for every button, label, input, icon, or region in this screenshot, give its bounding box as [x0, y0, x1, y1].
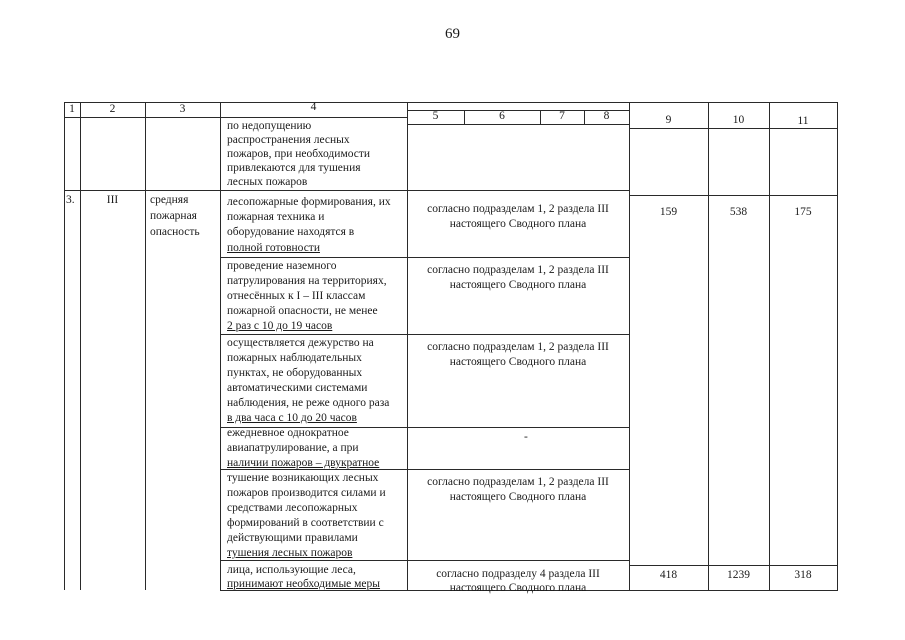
measure-2-line-3: отнесённых к I – III классам	[227, 290, 366, 302]
header-bottom-line-mid	[407, 124, 629, 125]
measure-3-line-5: наблюдения, не реже одного раза	[227, 397, 390, 409]
col-border-2	[145, 102, 146, 590]
measure-3-line-6: в два часа с 10 до 20 часов	[227, 412, 357, 424]
col-border-right	[837, 102, 838, 590]
measure-2-ref-line-1: согласно подразделам 1, 2 раздела III	[427, 264, 609, 276]
measure-2-line-2: патрулирования на территориях,	[227, 275, 387, 287]
header-col-11: 11	[797, 115, 809, 127]
last-row-ref-line-2: настоящего Сводного плана	[449, 582, 587, 594]
measure-3-line-4: автоматическими системами	[227, 382, 368, 394]
continuation-line-5: лесных пожаров	[227, 176, 308, 188]
header-col-1: 1	[69, 103, 75, 115]
value-col-9: 159	[659, 206, 678, 218]
fire-class: III	[106, 194, 119, 206]
measure-3-line-1: осуществляется дежурство на	[227, 337, 374, 349]
measure-3-ref-line-1: согласно подразделам 1, 2 раздела III	[427, 341, 609, 353]
last-row-ref-line-1: согласно подразделу 4 раздела III	[436, 568, 600, 580]
col-border-10	[769, 102, 770, 590]
measure-2-line-1: проведение наземного	[227, 260, 337, 272]
danger-line-3: опасность	[150, 226, 200, 238]
measure-separator-5-right	[629, 565, 838, 566]
measure-3-line-3: пунктах, не оборудованных	[227, 367, 363, 379]
col-border-9	[708, 102, 709, 590]
header-col-9: 9	[665, 114, 672, 126]
measure-1-line-2: пожарная техника и	[227, 211, 325, 223]
measure-1-ref-line-2: настоящего Сводного плана	[449, 218, 587, 230]
measure-2-line-4: пожарной опасности, не менее	[227, 305, 378, 317]
value-col-10: 538	[729, 206, 748, 218]
continuation-line-1: по недопущению	[227, 120, 312, 132]
measure-3-line-2: пожарных наблюдательных	[227, 352, 362, 364]
row-separator	[64, 190, 629, 191]
measure-5-line-3: средствами лесопожарных	[227, 502, 358, 514]
continuation-line-3: пожаров, при необходимости	[227, 148, 371, 160]
header-bottom-line-left	[64, 117, 407, 118]
measure-4-line-3: наличии пожаров – двукратное	[227, 457, 380, 469]
measure-1-line-1: лесопожарные формирования, их	[227, 196, 391, 208]
measure-5-ref-line-1: согласно подразделам 1, 2 раздела III	[427, 476, 609, 488]
continuation-line-2: распространения лесных	[227, 134, 350, 146]
header-col-3: 3	[179, 103, 186, 115]
page-number: 69	[445, 26, 460, 42]
danger-line-1: средняя	[150, 194, 189, 206]
last-row-line-2: принимают необходимые меры	[227, 578, 381, 590]
measure-5-line-4: формирований в соответствии с	[227, 517, 384, 529]
measure-5-line-5: действующими правилами	[227, 532, 358, 544]
measure-4-line-2: авиапатрулирование, а при	[227, 442, 359, 454]
measure-1-line-4: полной готовности	[227, 242, 320, 254]
measure-3-ref-line-2: настоящего Сводного плана	[449, 356, 587, 368]
header-col-4: 4	[310, 101, 317, 113]
header-col-5: 5	[432, 110, 439, 122]
header-col-8: 8	[603, 110, 610, 122]
measure-5-ref-line-2: настоящего Сводного плана	[449, 491, 587, 503]
header-col-6: 6	[499, 110, 505, 122]
header-col-2: 2	[109, 103, 116, 115]
measure-separator-1	[220, 257, 629, 258]
continuation-line-4: привлекаются для тушения	[227, 162, 361, 174]
measure-2-ref-line-2: настоящего Сводного плана	[449, 279, 587, 291]
measure-separator-2	[220, 334, 629, 335]
col-border-3	[220, 102, 221, 590]
last-row-value-col-11: 318	[794, 569, 812, 581]
forest-fire-plan-table	[64, 102, 838, 598]
last-row-value-col-10: 1239	[727, 569, 750, 581]
last-row-line-1: лица, использующие леса,	[227, 564, 356, 576]
measure-1-line-3: оборудование находятся в	[227, 226, 355, 238]
measure-4-ref-dash: -	[524, 431, 528, 443]
col-border-left	[64, 102, 65, 590]
measure-5-line-6: тушения лесных пожаров	[227, 547, 353, 559]
row-number: 3.	[66, 194, 75, 206]
measure-2-line-5: 2 раз с 10 до 19 часов	[227, 320, 333, 332]
measure-5-line-2: пожаров производится силами и	[227, 487, 386, 499]
col-border-8	[629, 102, 630, 590]
measure-4-line-1: ежедневное однократное	[227, 427, 349, 439]
header-col-10: 10	[732, 114, 745, 126]
value-col-11: 175	[794, 206, 812, 218]
header-col-7: 7	[559, 110, 565, 122]
measure-1-ref-line-1: согласно подразделам 1, 2 раздела III	[427, 203, 609, 215]
danger-line-2: пожарная	[150, 210, 197, 222]
col-border-1	[80, 102, 81, 590]
last-row-value-col-9: 418	[659, 569, 678, 581]
row-separator-right	[629, 195, 838, 196]
measure-5-line-1: тушение возникающих лесных	[227, 472, 379, 484]
